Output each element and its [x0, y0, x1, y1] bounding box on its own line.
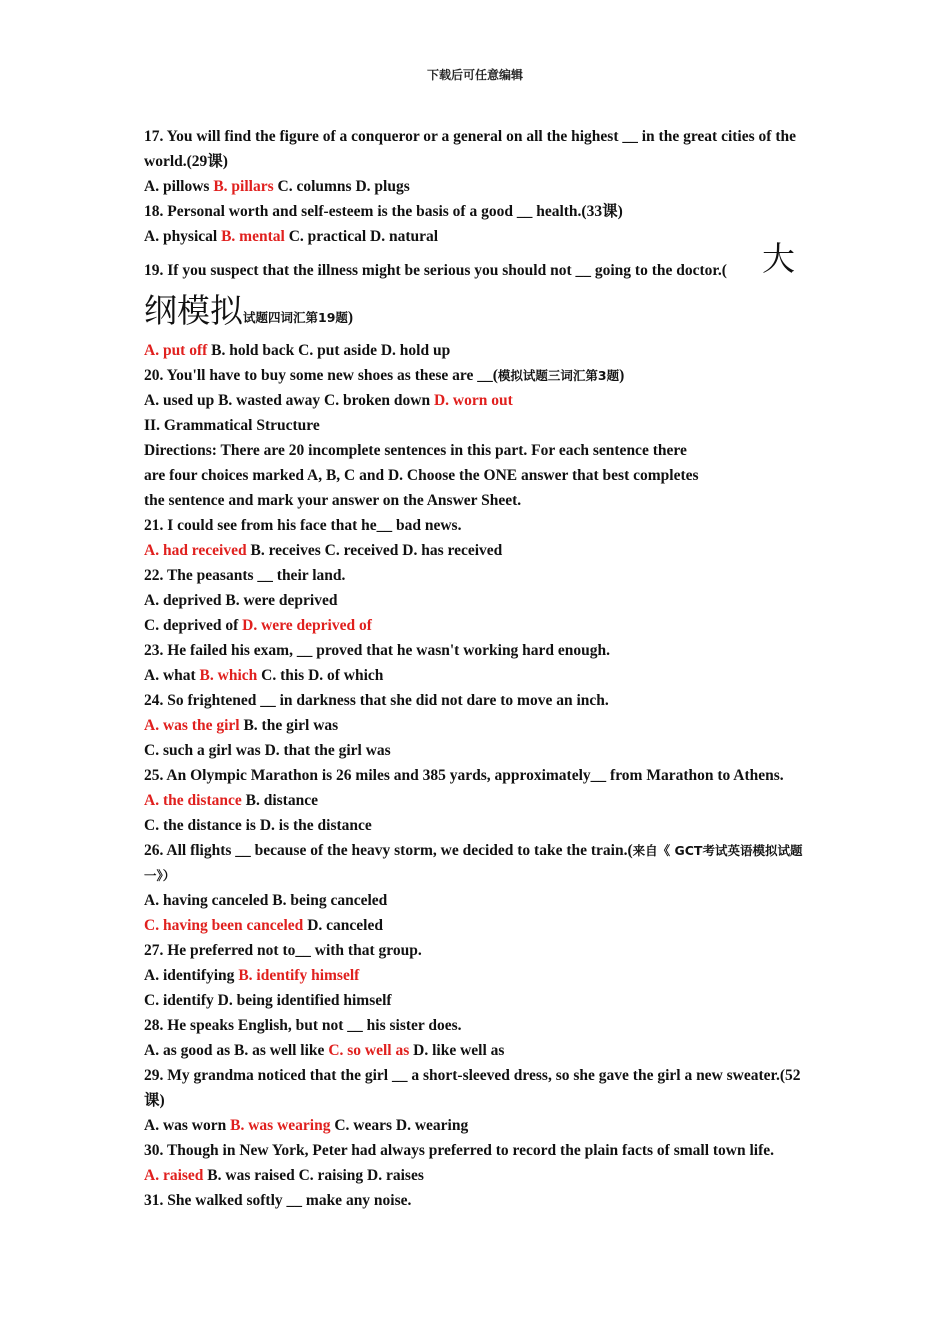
text-span: B. distance	[241, 792, 318, 809]
large-chinese-text: 纲模拟	[144, 291, 243, 330]
text-line-q31	[144, 1188, 810, 1213]
text-span: )	[619, 367, 625, 384]
text-span: A. what	[144, 667, 200, 684]
text-span: B. hold back C. put aside D. hold up	[207, 342, 451, 359]
text-line-q28	[144, 1013, 810, 1038]
answer-highlight: C. having been canceled	[144, 917, 304, 934]
text-span: A. used up B. wasted away C. broken down	[144, 392, 434, 409]
text-span: Directions: There are 20 incomplete sentences in this part. For each sentence there	[144, 442, 687, 459]
answer-highlight: D. were deprived of	[242, 617, 372, 634]
text-span: 20. You'll have to buy some new shoes as these are __(	[144, 367, 498, 384]
text-span: A. having canceled B. being canceled	[144, 892, 388, 909]
text-line-q25c	[144, 813, 810, 838]
text-line-q24	[144, 688, 810, 713]
text-span: 30. Though in New York, Peter had always preferred to record the plain facts of small town life.	[144, 1142, 775, 1159]
text-span: )	[347, 309, 354, 326]
page-header: 下载后可任意编辑	[426, 68, 523, 82]
text-span: 17. You will find the figure of a conqueror or a general on all the highest __ in the great cities of the world.(29课)	[144, 128, 796, 170]
answer-highlight: C. so well as	[328, 1042, 410, 1059]
text-span: 23. He failed his exam, __ proved that he wasn't working hard enough.	[144, 642, 611, 659]
text-span: 25. An Olympic Marathon is 26 miles and 385 yards, approximately__ from Marathon to Athens.	[144, 767, 784, 784]
answer-highlight: A. the distance	[144, 792, 242, 809]
text-span: II. Grammatical Structure	[144, 417, 320, 434]
text-span: A. identifying	[144, 967, 239, 984]
text-line-q18	[144, 199, 810, 224]
text-line-q18a	[144, 224, 810, 249]
text-span: 21. I could see from his face that he__ bad news.	[144, 517, 462, 534]
text-line-q28a	[144, 1038, 810, 1063]
text-span: 22. The peasants __ their land.	[144, 567, 346, 584]
text-line-q29a	[144, 1113, 810, 1138]
text-line-q27	[144, 938, 810, 963]
text-span: D. like well as	[409, 1042, 505, 1059]
answer-highlight: B. was wearing	[230, 1117, 331, 1134]
text-line-q21	[144, 513, 810, 538]
text-line-q22a	[144, 588, 810, 613]
text-line-q24a	[144, 713, 810, 738]
text-span: 24. So frightened __ in darkness that she did not dare to move an inch.	[144, 692, 609, 709]
text-span: 28. He speaks English, but not __ his sister does.	[144, 1017, 462, 1034]
text-line-dir1	[144, 438, 810, 463]
source-note: 模拟试题三词汇第3题	[497, 368, 620, 383]
text-line-q25	[144, 763, 810, 788]
text-span: 27. He preferred not to__ with that group.	[144, 942, 422, 959]
text-span: A. pillows	[144, 178, 214, 195]
text-span: the sentence and mark your answer on the Answer Sheet.	[144, 492, 522, 509]
text-line-q27c	[144, 988, 810, 1013]
text-line-q24c	[144, 738, 810, 763]
text-line-q29	[144, 1063, 810, 1113]
text-line-q17a	[144, 174, 810, 199]
answer-highlight: B. mental	[221, 228, 285, 245]
text-span: B. receives C. received D. has received	[246, 542, 503, 559]
text-span: C. such a girl was D. that the girl was	[144, 742, 391, 759]
text-span: C. this D. of which	[257, 667, 384, 684]
text-line-q26c	[144, 913, 810, 938]
text-line-q19a	[144, 338, 810, 363]
text-line-q27a	[144, 963, 810, 988]
text-line-q25a	[144, 788, 810, 813]
text-span: 29. My grandma noticed that the girl __ a short-sleeved dress, so she gave the girl a new sweater.(52课)	[144, 1067, 801, 1109]
text-line-q20	[144, 363, 810, 388]
text-line-sec2	[144, 413, 810, 438]
text-span: A. was worn	[144, 1117, 231, 1134]
text-line-q21a	[144, 538, 810, 563]
text-line-q22	[144, 563, 810, 588]
text-line-q30	[144, 1138, 810, 1163]
text-line-q22c	[144, 613, 810, 638]
large-chinese-text: 大	[762, 239, 795, 278]
answer-highlight: A. put off	[144, 342, 208, 359]
text-span: C. the distance is D. is the distance	[144, 817, 372, 834]
text-span: C. columns D. plugs	[273, 178, 410, 195]
text-line-dir2	[144, 463, 810, 488]
answer-highlight: A. raised	[144, 1167, 204, 1184]
text-line-q26a	[144, 888, 810, 913]
document-body	[144, 124, 810, 1213]
text-span: 18. Personal worth and self-esteem is the basis of a good __ health.(33课)	[144, 203, 623, 220]
text-line-dir3	[144, 488, 810, 513]
text-span: 26. All flights __ because of the heavy storm, we decided to take the train.(	[144, 842, 633, 859]
source-note: 来自《 GCT考试英语模拟试题一》）	[144, 843, 803, 883]
text-span: A. as good as B. as well like	[144, 1042, 329, 1059]
text-span: C. deprived of	[144, 617, 243, 634]
text-span: are four choices marked A, B, C and D. Choose the ONE answer that best completes	[144, 467, 699, 484]
source-note: 试题四词汇第19题	[243, 310, 348, 325]
text-span: D. canceled	[303, 917, 383, 934]
text-line-q17	[144, 124, 810, 174]
text-line-q23	[144, 638, 810, 663]
answer-highlight: D. worn out	[433, 392, 513, 409]
text-span: B. was raised C. raising D. raises	[203, 1167, 424, 1184]
text-span: A. deprived B. were deprived	[144, 592, 338, 609]
text-span: 31. She walked softly __ make any noise.	[144, 1192, 412, 1209]
answer-highlight: A. was the girl	[144, 717, 240, 734]
text-line-q30a	[144, 1163, 810, 1188]
answer-highlight: B. pillars	[213, 178, 274, 195]
text-span: B. the girl was	[239, 717, 339, 734]
text-span: 19. If you suspect that the illness might be serious you should not __ going to the doctor.(	[144, 262, 727, 279]
text-span: C. practical D. natural	[284, 228, 439, 245]
text-line-q20a	[144, 388, 810, 413]
answer-highlight: A. had received	[144, 542, 247, 559]
text-line-q23a	[144, 663, 810, 688]
answer-highlight: B. identify himself	[238, 967, 360, 984]
text-line-q19	[144, 239, 810, 285]
text-span: A. physical	[144, 228, 222, 245]
text-line-q26	[144, 838, 810, 888]
text-span: C. wears D. wearing	[330, 1117, 469, 1134]
text-span: C. identify D. being identified himself	[144, 992, 392, 1009]
answer-highlight: B. which	[199, 667, 258, 684]
text-line-q19b	[144, 293, 810, 336]
